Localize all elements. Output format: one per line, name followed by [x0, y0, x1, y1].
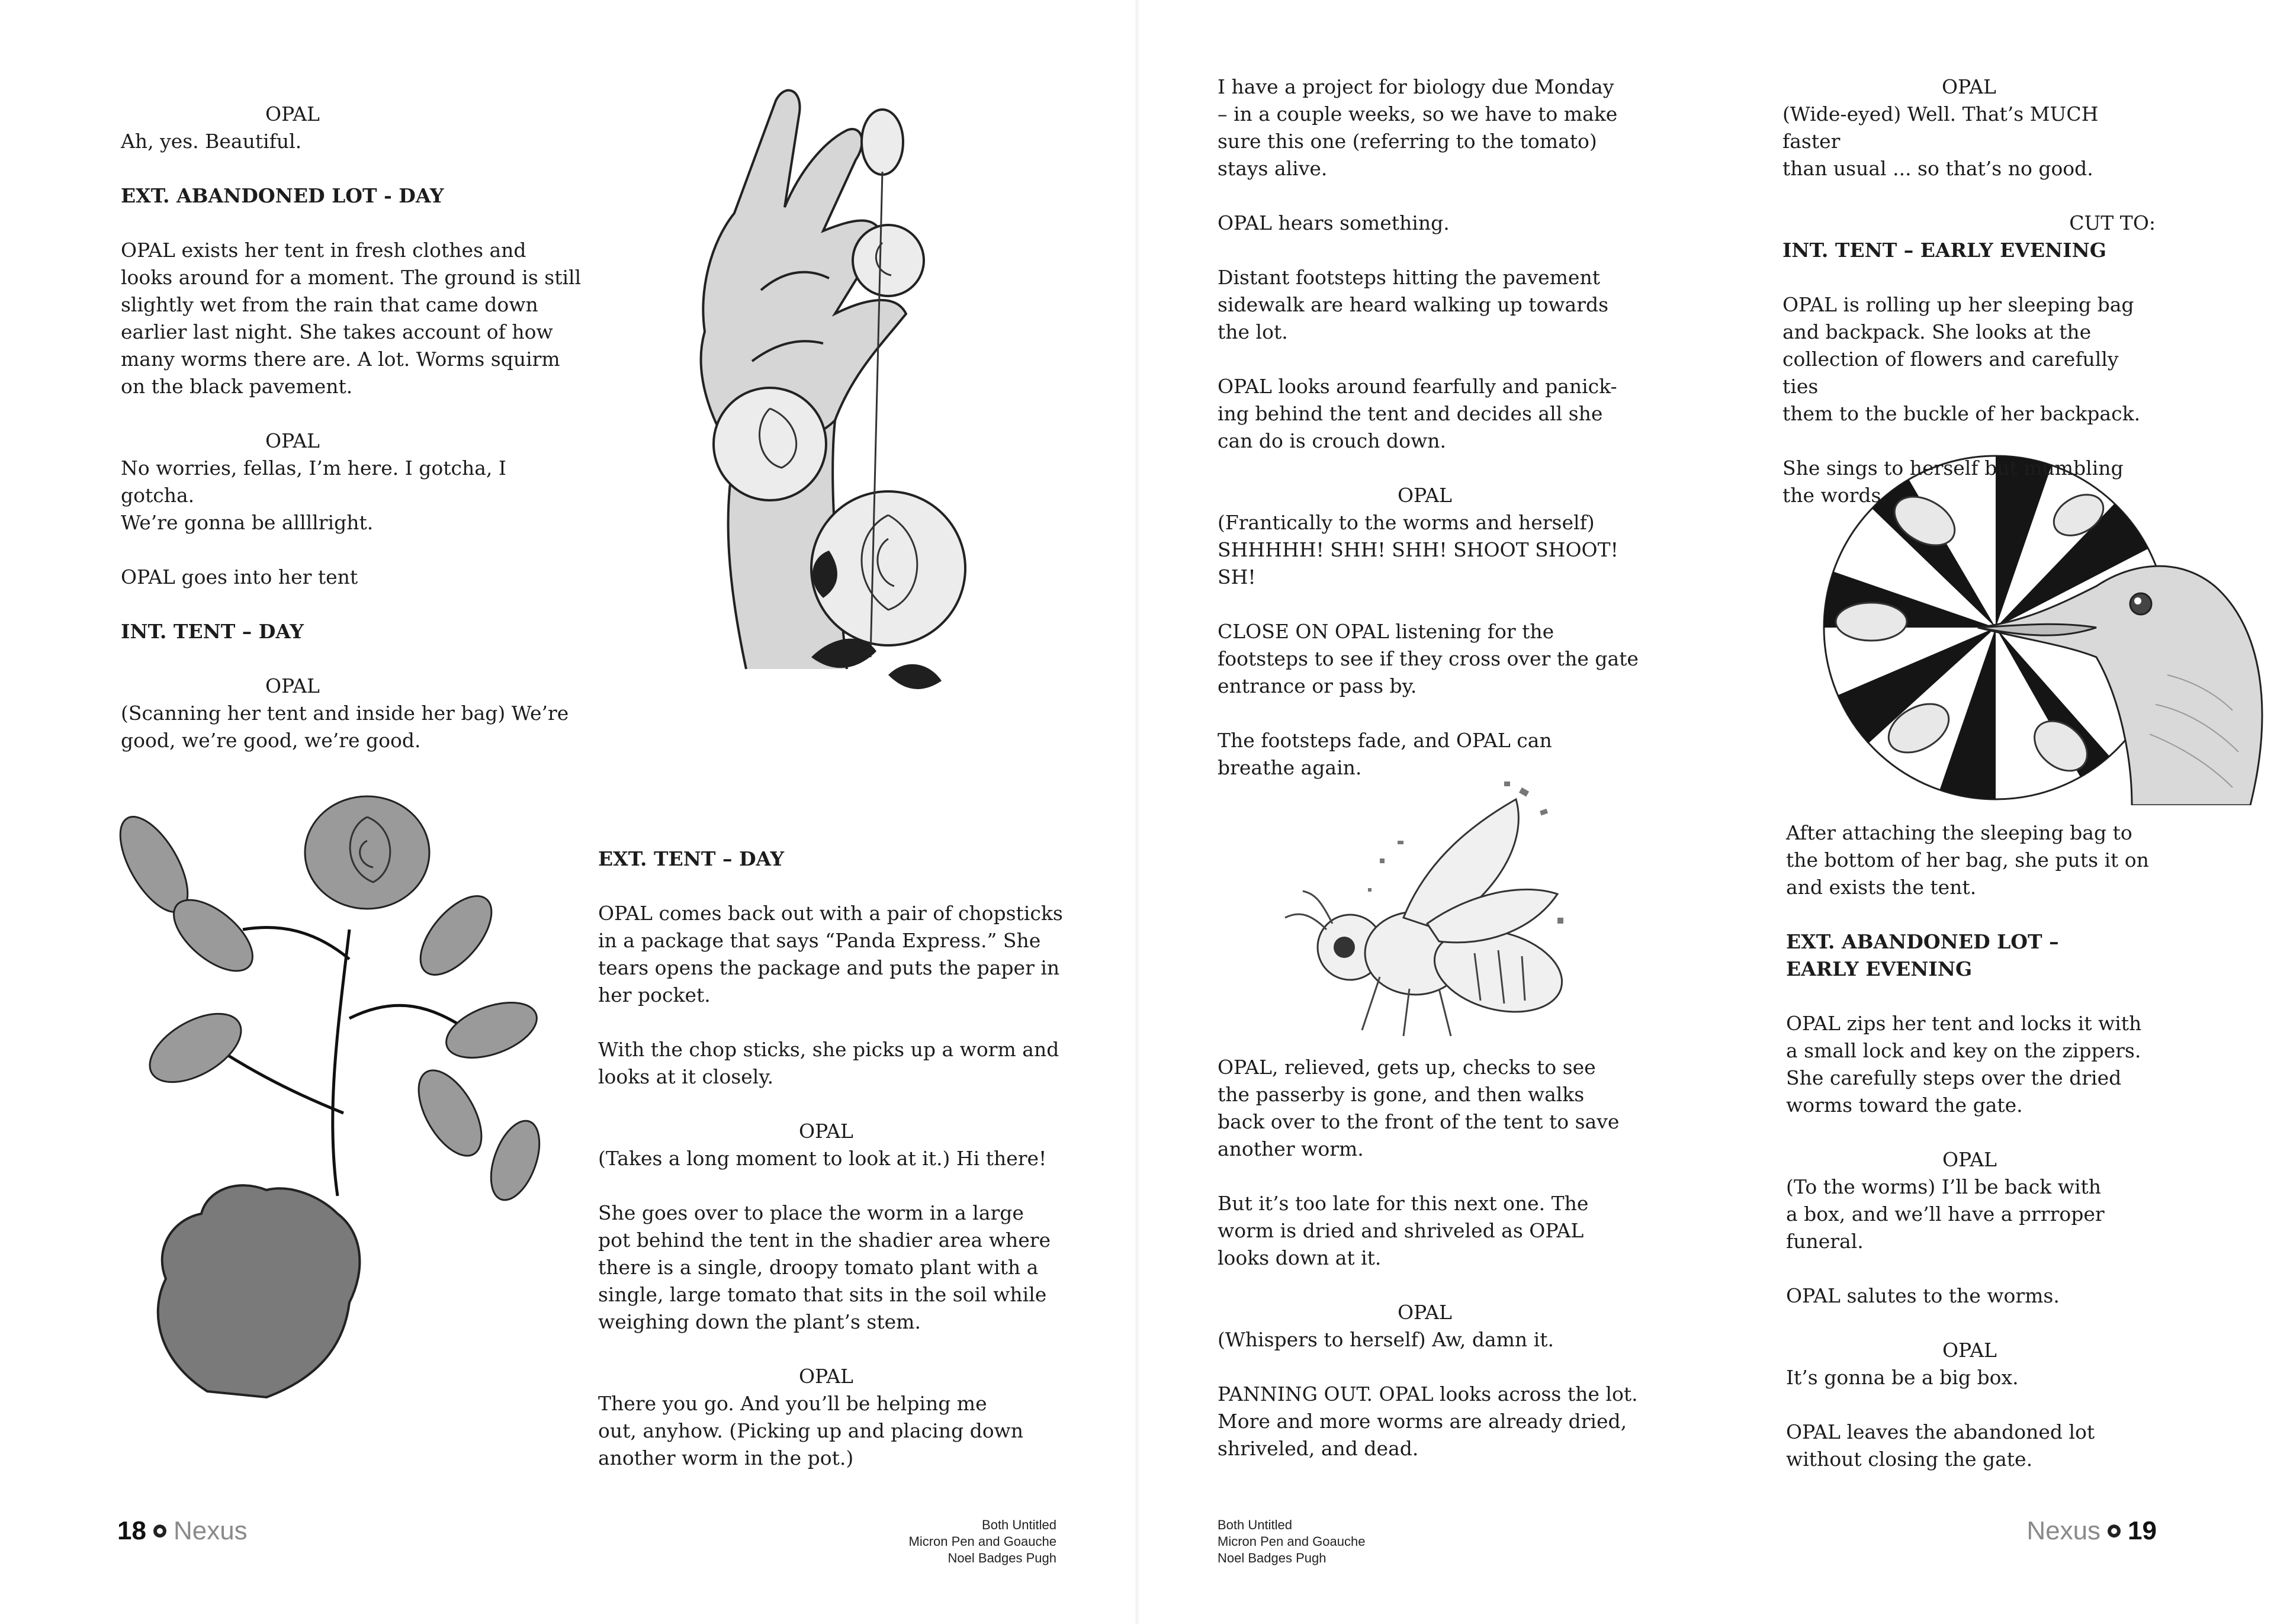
scene-heading: EXT. ABANDONED LOT - DAY	[121, 184, 444, 207]
left-page-footer	[117, 1513, 248, 1549]
left-column-1	[121, 101, 583, 782]
transition-cut-to: CUT TO:	[2069, 211, 2156, 234]
hand-with-roses-icon	[657, 65, 977, 722]
dialogue: There you go. And you’ll be helping me out, anyhow. (Picking up and placing down another worm in the pot.)	[598, 1392, 1024, 1469]
action-paragraph: OPAL leaves the abandoned lot without closing the gate.	[1786, 1420, 2095, 1471]
right-column-4-lower	[1786, 819, 2159, 1500]
character-name: OPAL	[265, 102, 320, 126]
page-number: 18	[117, 1516, 146, 1545]
action-paragraph: OPAL hears something.	[1218, 211, 1450, 234]
dialogue: Ah, yes. Beautiful.	[121, 130, 302, 153]
hand-with-roses-drawing	[657, 65, 977, 722]
artwork-credit-left: Both Untitled Micron Pen and Goauche Noel Badges Pugh	[908, 1517, 1056, 1565]
action-paragraph: OPAL zips her tent and locks it with a small lock and key on the zippers. She carefully steps over the dried worms toward the gate.	[1786, 1012, 2142, 1117]
dialogue: (Takes a long moment to look at it.) Hi there!	[598, 1147, 1047, 1170]
shattered-bee-drawing	[1261, 776, 1581, 1054]
hand-holding-rose-drawing	[89, 782, 563, 1409]
dialogue: (Whispers to herself) Aw, damn it.	[1218, 1328, 1554, 1351]
dialogue: (Wide-eyed) Well. That’s MUCH faster than usual ... so that’s no good.	[1782, 102, 2099, 180]
action-paragraph: She sings to herself but mumbling the words.	[1782, 456, 2124, 507]
scene-heading: INT. TENT – DAY	[121, 620, 304, 643]
right-page-footer	[2026, 1513, 2157, 1549]
character-name: OPAL	[1942, 1148, 1997, 1171]
character-name: OPAL	[265, 429, 320, 452]
scene-heading: EXT. ABANDONED LOT – EARLY EVENING	[1786, 930, 2059, 980]
right-column-3-lower	[1218, 1054, 1691, 1490]
character-name: OPAL	[1398, 1301, 1452, 1324]
action-paragraph: With the chop sticks, she picks up a worm and looks at it closely.	[598, 1038, 1059, 1088]
action-paragraph: CLOSE ON OPAL listening for the footsteps to see if they cross over the gate entrance or pass by.	[1218, 620, 1639, 697]
action-paragraph: OPAL goes into her tent	[121, 565, 358, 589]
action-paragraph: OPAL is rolling up her sleeping bag and backpack. She looks at the collection of flowers and carefully ties them to the buckle of her backpack.	[1782, 293, 2141, 425]
character-name: OPAL	[1942, 1339, 1997, 1362]
scene-heading: INT. TENT – EARLY EVENING	[1782, 239, 2106, 262]
dialogue: (Scanning her tent and inside her bag) We’re good, we’re good, we’re good.	[121, 702, 569, 752]
character-name: OPAL	[265, 674, 320, 697]
action-paragraph: OPAL exists her tent in fresh clothes and looks around for a moment. The ground is still slightly wet from the rain that came down earlier last night. She takes account of how many worms there are. A lot. Worms squirm on the black pavement.	[121, 239, 582, 398]
action-paragraph: OPAL comes back out with a pair of chopsticks in a package that says “Panda Express.” She tears opens the package and puts the paper in her pocket.	[598, 902, 1063, 1006]
page-number: 19	[2128, 1516, 2157, 1545]
character-name: OPAL	[1942, 75, 1996, 98]
action-paragraph: PANNING OUT. OPAL looks across the lot. More and more worms are already dried, shriveled, and dead.	[1218, 1382, 1638, 1460]
magazine-name: Nexus	[173, 1516, 248, 1545]
dialogue: I have a project for biology due Monday – in a couple weeks, so we have to make sure this one (referring to the tomato) stays alive.	[1218, 75, 1618, 180]
dialogue: (Frantically to the worms and herself) SHHHHH! SHH! SHH! SHOOT SHOOT! SH!	[1218, 511, 1618, 589]
dialogue: It’s gonna be a big box.	[1786, 1366, 2019, 1389]
action-paragraph: But it’s too late for this next one. The worm is dried and shriveled as OPAL looks down at it.	[1218, 1192, 1589, 1269]
artwork-credit-right: Both Untitled Micron Pen and Goauche Noel Badges Pugh	[1218, 1517, 1366, 1565]
action-paragraph: Distant footsteps hitting the pavement sidewalk are heard walking up towards the lot.	[1218, 266, 1609, 343]
magazine-name: Nexus	[2026, 1516, 2101, 1545]
action-paragraph: OPAL looks around fearfully and panick- ing behind the tent and decides all she can do is crouch down.	[1218, 375, 1617, 452]
dialogue: No worries, fellas, I’m here. I gotcha, I gotcha. We’re gonna be allllright.	[121, 456, 506, 534]
scene-heading: EXT. TENT – DAY	[598, 847, 785, 870]
action-paragraph: OPAL, relieved, gets up, checks to see the passerby is gone, and then walks back over to the front of the tent to save another worm.	[1218, 1056, 1620, 1160]
right-column-4	[1782, 73, 2156, 536]
action-paragraph: After attaching the sleeping bag to the bottom of her bag, she puts it on and exists the tent.	[1786, 821, 2149, 899]
page-gutter	[1135, 0, 1139, 1624]
character-name: OPAL	[799, 1120, 853, 1143]
bullet-icon	[153, 1525, 166, 1538]
dialogue: (To the worms) I’ll be back with a box, and we’ll have a prrroper funeral.	[1786, 1175, 2105, 1253]
bullet-icon	[2108, 1525, 2121, 1538]
right-column-3	[1218, 73, 1691, 809]
left-column-2	[598, 845, 1072, 1499]
action-paragraph: OPAL salutes to the worms.	[1786, 1284, 2060, 1307]
character-name: OPAL	[799, 1365, 853, 1388]
hand-holding-rose-icon	[89, 782, 563, 1409]
action-paragraph: She goes over to place the worm in a large pot behind the tent in the shadier area where there is a single, droopy tomato plant with a single, large tomato that sits in the soil while weighing down the plant’s stem.	[598, 1201, 1051, 1333]
action-paragraph: The footsteps fade, and OPAL can breathe again.	[1218, 729, 1552, 779]
character-name: OPAL	[1398, 484, 1452, 507]
bee-icon	[1261, 776, 1581, 1054]
